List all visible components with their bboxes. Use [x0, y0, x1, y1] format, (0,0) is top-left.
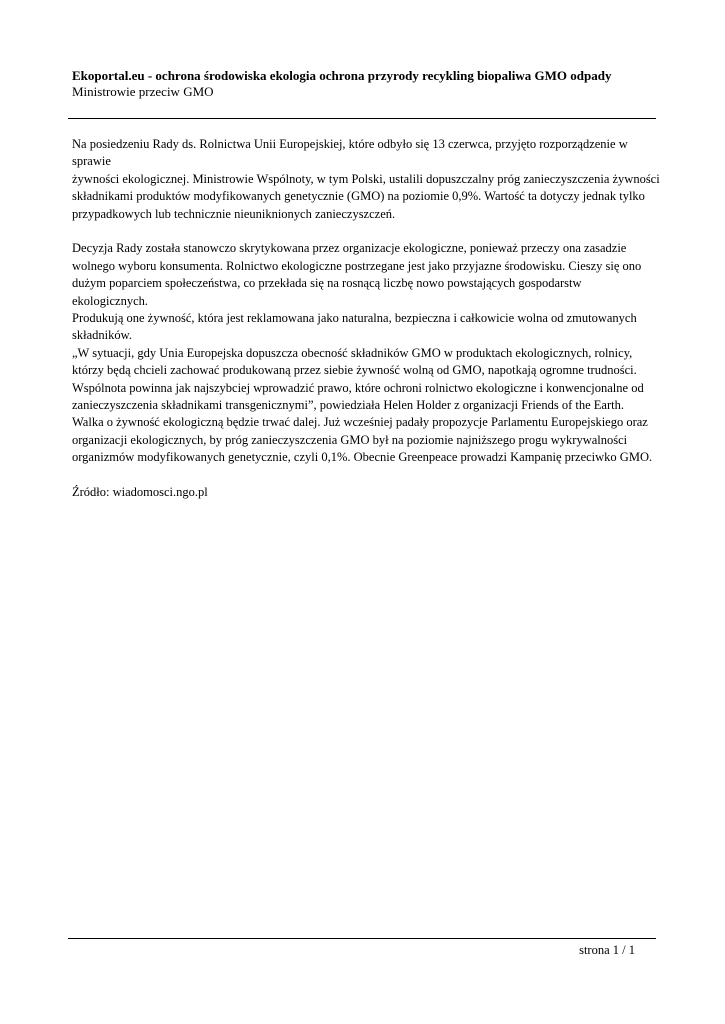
article-paragraph-2: Decyzja Rady została stanowczo skrytykowana przez organizacje ekologiczne, ponieważ przeczy ona zasadzie wolnego wyboru konsumenta. Rolnictwo ekologiczne postrzegane jest jako przyjazne środowisku. Cieszy się ono dużym poparciem społeczeństwa, co przekłada się na rosnącą liczbę nowo powstających gospodarstw ekologicznych. Produkują one żywność, która jest reklamowana jako naturalna, bezpieczna i całkowicie wolna od zmutowanych składników. — [72, 241, 642, 343]
source-line: Źródło: wiadomosci.ngo.pl — [72, 485, 208, 500]
article-paragraph-1: Na posiedzeniu Rady ds. Rolnictwa Unii Europejskiej, które odbyło się 13 czerwca, przyjęto rozporządzenie w sprawie żywności ekologicznej. Ministrowie Wspólnoty, w tym Polski, ustalili dopuszczalny próg zanieczyszczenia żywności składnikami produktów modyfikowanych genetycznie (GMO) na poziomie 0,9%. Wartość ta dotyczy jednak tylko przypadkowych lub technicznie nieuniknionych zanieczyszczeń. — [72, 137, 660, 221]
header-subtitle: Ministrowie przeciw GMO — [72, 84, 214, 99]
document-header — [72, 68, 662, 100]
page-number: strona 1 / 1 — [579, 943, 635, 957]
article-paragraph-4: Walka o żywność ekologiczną będzie trwać dalej. Już wcześniej padały propozycje Parlamentu Europejskiego oraz organizacji ekologicznych, by próg zanieczyszczenia GMO był na poziomie najniższego progu wykrywalności organizmów modyfikowanych genetycznie, czyli 0,1%. Obecnie Greenpeace prowadzi Kampanię przeciwko GMO. — [72, 415, 653, 465]
article-paragraph-3: „W sytuacji, gdy Unia Europejska dopuszcza obecność składników GMO w produktach ekologicznych, rolnicy, którzy będą chcieli zachować produkowaną przez siebie żywność wolną od GMO, napotkają ogromne trudności. Wspólnota powinna jak najszybciej wprowadzić prawo, które ochroni rolnictwo ekologiczne i konwencjonalne od zanieczyszczenia składnikami transgenicznymi”, powiedziała Helen Holder z organizacji Friends of the Earth. — [72, 345, 644, 413]
header-title: Ekoportal.eu - ochrona środowiska ekologia ochrona przyrody recykling biopaliwa GMO odpady — [72, 68, 612, 83]
article-body — [72, 136, 660, 502]
footer-divider — [68, 938, 656, 939]
header-divider — [68, 118, 656, 119]
